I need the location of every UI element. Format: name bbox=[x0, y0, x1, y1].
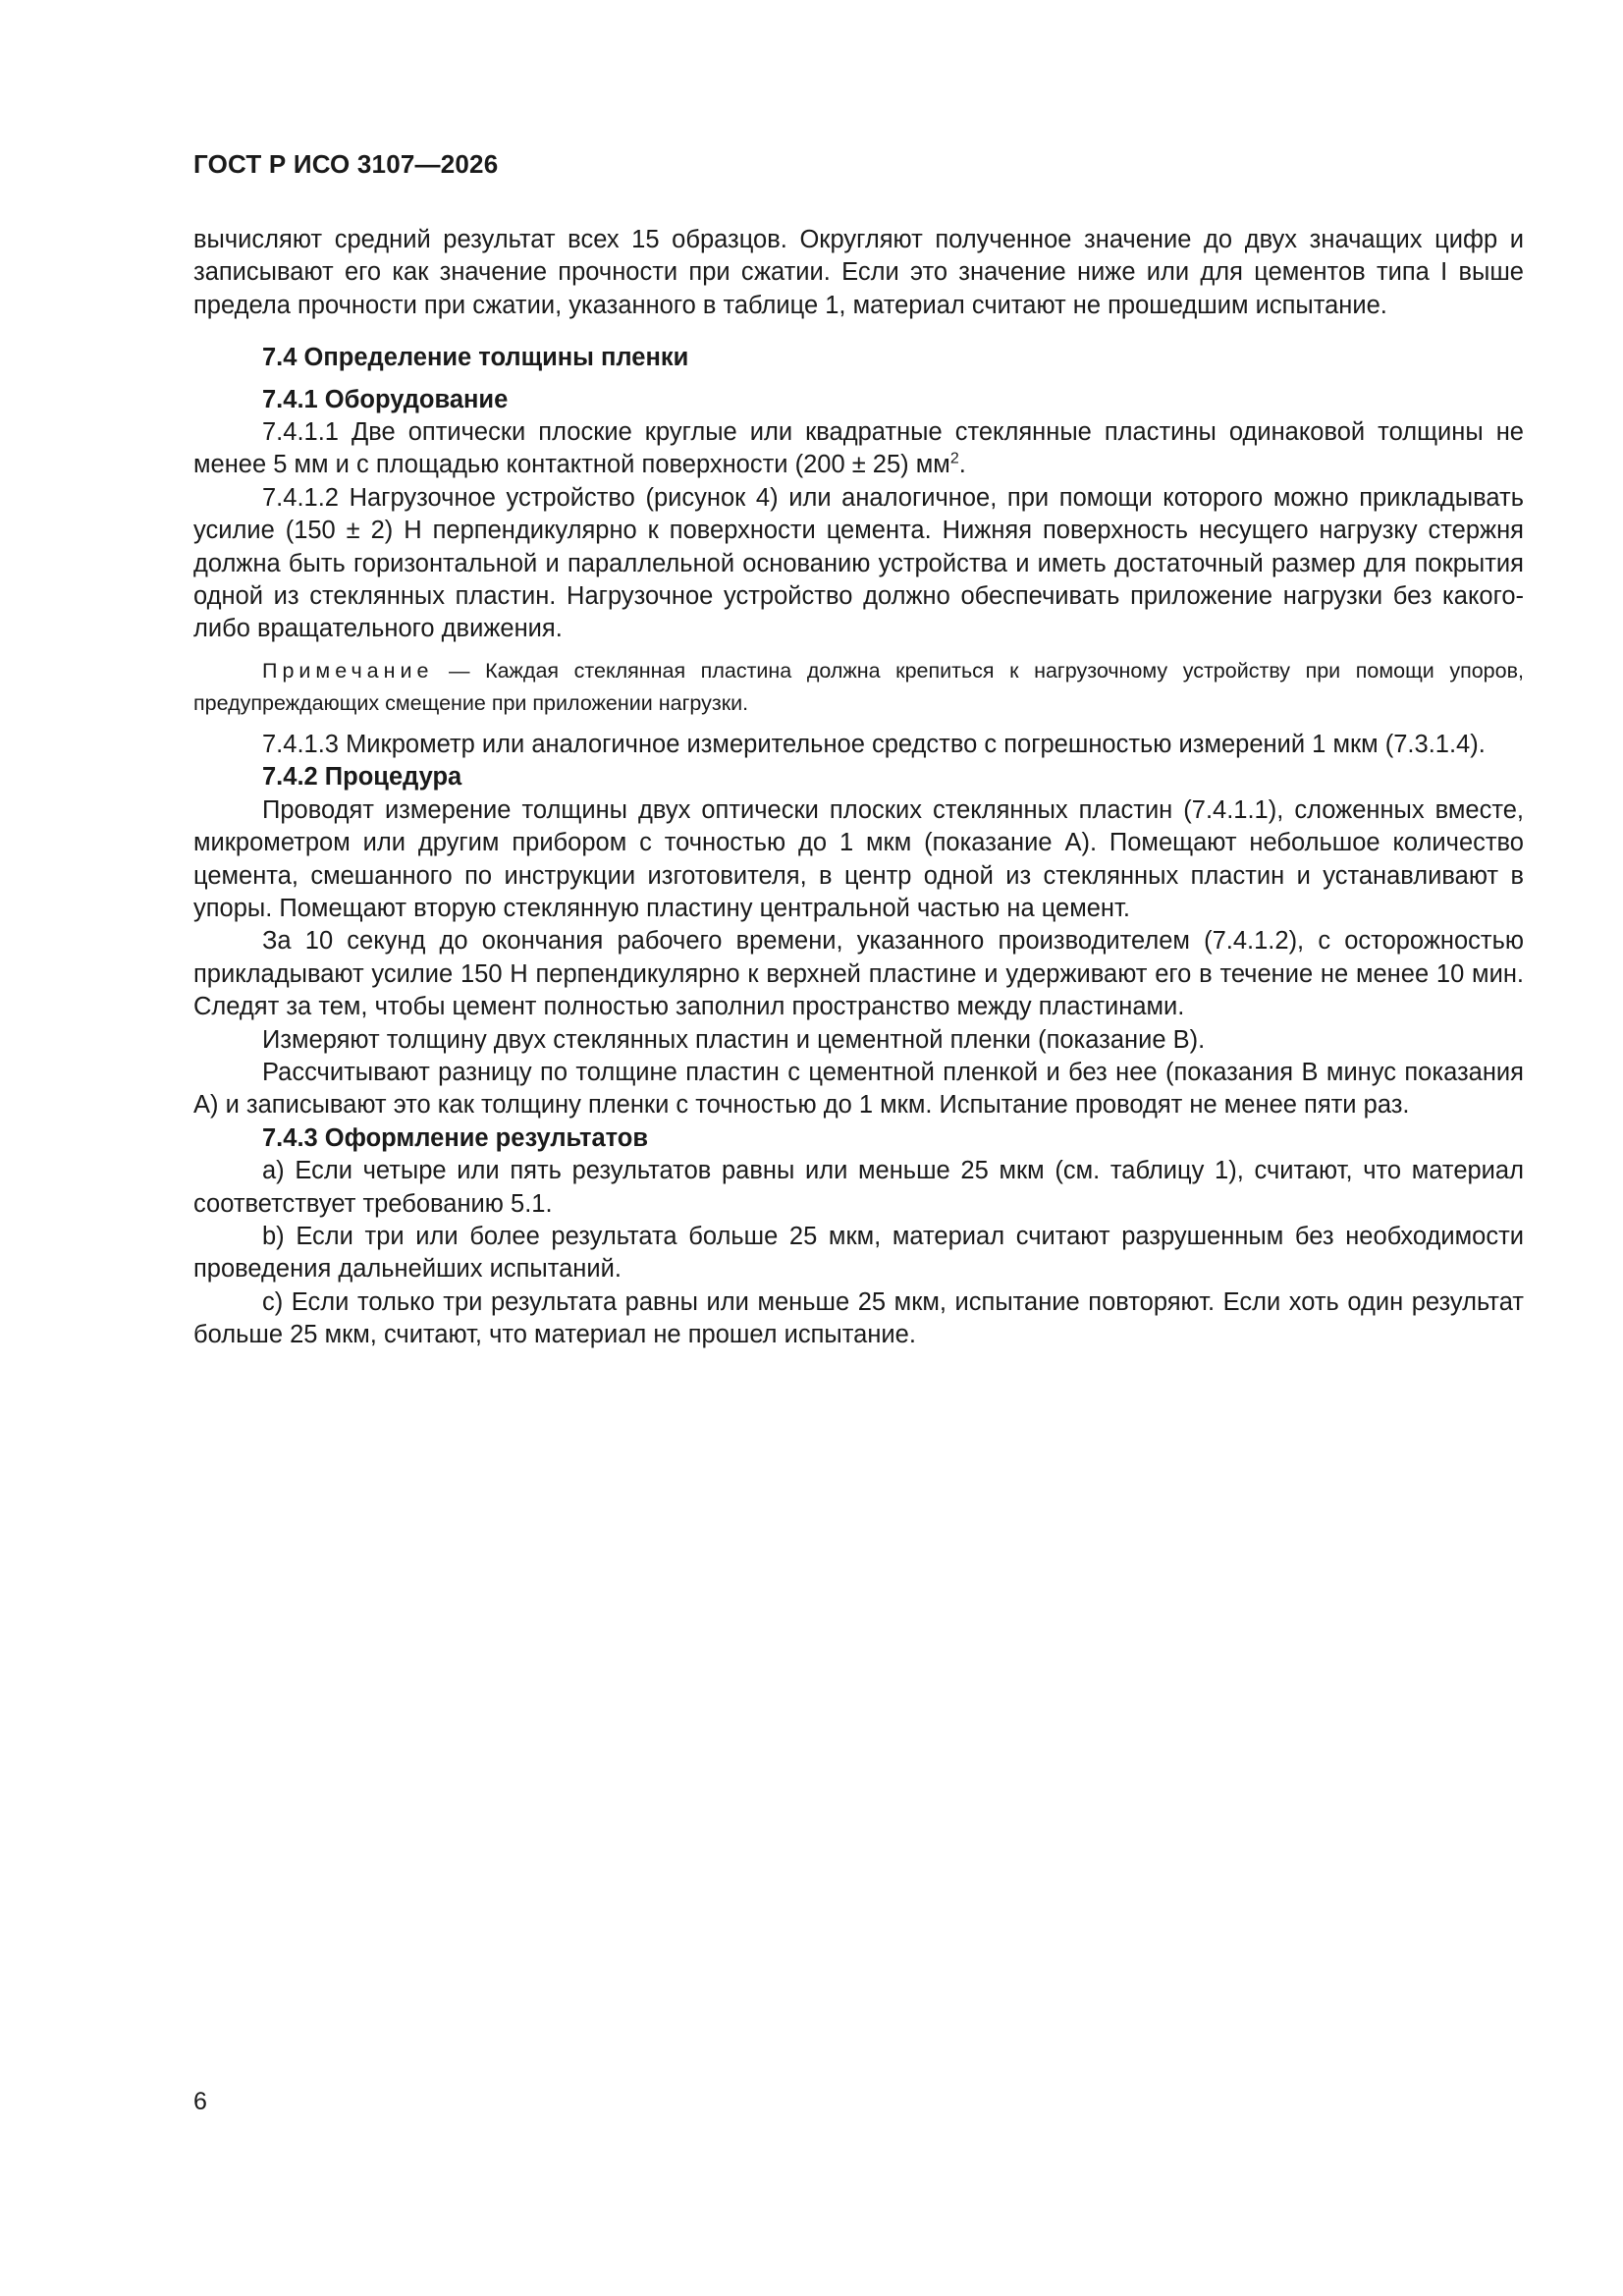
paragraph-procedure-2: За 10 секунд до окончания рабочего времени, указанного производителем (7.4.1.2), с осторожностью прикладывают усилие 150 Н перпендикулярно к верхней пластине и удерживают его в течение не менее 10 мин. Следят за тем, чтобы цемент полностью заполнил пространство между пластинами. bbox=[193, 927, 1524, 1021]
paragraph-7-4-1-1-text: 7.4.1.1 Две оптически плоские круглые или квадратные стеклянные пластины одинаковой толщины не менее 5 мм и с площадью контактной поверхности (200 ± 25) мм bbox=[193, 418, 1524, 479]
paragraph-intro: вычисляют средний результат всех 15 образцов. Округляют полученное значение до двух значащих цифр и записывают его как значение прочности при сжатии. Если это значение ниже или для цементов типа I выше предела прочности при сжатии, указанного в таблице 1, материал считают не прошедшим испытание. bbox=[193, 226, 1524, 319]
paragraph-procedure-3: Измеряют толщину двух стеклянных пластин и цементной пленки (показание B). bbox=[262, 1025, 1206, 1054]
paragraph-7-4-1-2: 7.4.1.2 Нагрузочное устройство (рисунок 4) или аналогичное, при помощи которого можно прикладывать усилие (150 ± 2) Н перпендикулярно к поверхности цемента. Нижняя поверхность несущего нагрузку стержня должна быть горизонтальной и параллельной основанию устройства и иметь достаточный размер для покрытия одной из стеклянных пластин. Нагрузочное устройство должно обеспечивать приложение нагрузки без какого-либо вращательного движения. bbox=[193, 483, 1524, 643]
paragraph-7-4-1-1-end: . bbox=[958, 451, 966, 479]
result-item-c: c) Если только три результата равны или меньше 25 мкм, испытание повторяют. Если хоть один результат больше 25 мкм, считают, что материал не прошел испытание. bbox=[193, 1287, 1524, 1349]
standard-header: ГОСТ Р ИСО 3107—2026 bbox=[193, 149, 499, 179]
note bbox=[193, 655, 1524, 720]
paragraph-7-4-1-1 bbox=[193, 416, 1524, 482]
note-label: Примечание bbox=[262, 658, 434, 683]
section-heading-7-4: 7.4 Определение толщины пленки bbox=[262, 344, 689, 372]
superscript-2: 2 bbox=[949, 450, 959, 467]
result-item-a: a) Если четыре или пять результатов равны или меньше 25 мкм (см. таблицу 1), считают, что материал соответствует требованию 5.1. bbox=[193, 1157, 1524, 1218]
subsection-heading-7-4-2: 7.4.2 Процедура bbox=[262, 763, 462, 792]
subsection-heading-7-4-3: 7.4.3 Оформление результатов bbox=[262, 1123, 649, 1152]
document-body bbox=[193, 224, 1524, 1352]
subsection-heading-7-4-1: 7.4.1 Оборудование bbox=[262, 385, 509, 413]
page-number: 6 bbox=[193, 2088, 207, 2115]
paragraph-procedure-4: Рассчитывают разницу по толщине пластин с цементной пленкой и без нее (показания B минус показания A) и записывают это как толщину пленки с точностью до 1 мкм. Испытание проводят не менее пяти раз. bbox=[193, 1058, 1524, 1120]
note-text: — Каждая стеклянная пластина должна крепиться к нагрузочному устройству при помощи упоров, предупреждающих смещение при приложении нагрузки. bbox=[193, 658, 1524, 715]
paragraph-7-4-1-3: 7.4.1.3 Микрометр или аналогичное измерительное средство с погрешностью измерений 1 мкм (7.3.1.4). bbox=[262, 730, 1486, 758]
paragraph-procedure-1: Проводят измерение толщины двух оптически плоских стеклянных пластин (7.4.1.1), сложенных вместе, микрометром или другим прибором с точностью до 1 мкм (показание A). Помещают небольшое количество цемента, смешанного по инструкции изготовителя, в центр одной из стеклянных пластин и устанавливают в упоры. Помещают вторую стеклянную пластину центральной частью на цемент. bbox=[193, 795, 1524, 922]
result-item-b: b) Если три или более результата больше 25 мкм, материал считают разрушенным без необходимости проведения дальнейших испытаний. bbox=[193, 1222, 1524, 1284]
